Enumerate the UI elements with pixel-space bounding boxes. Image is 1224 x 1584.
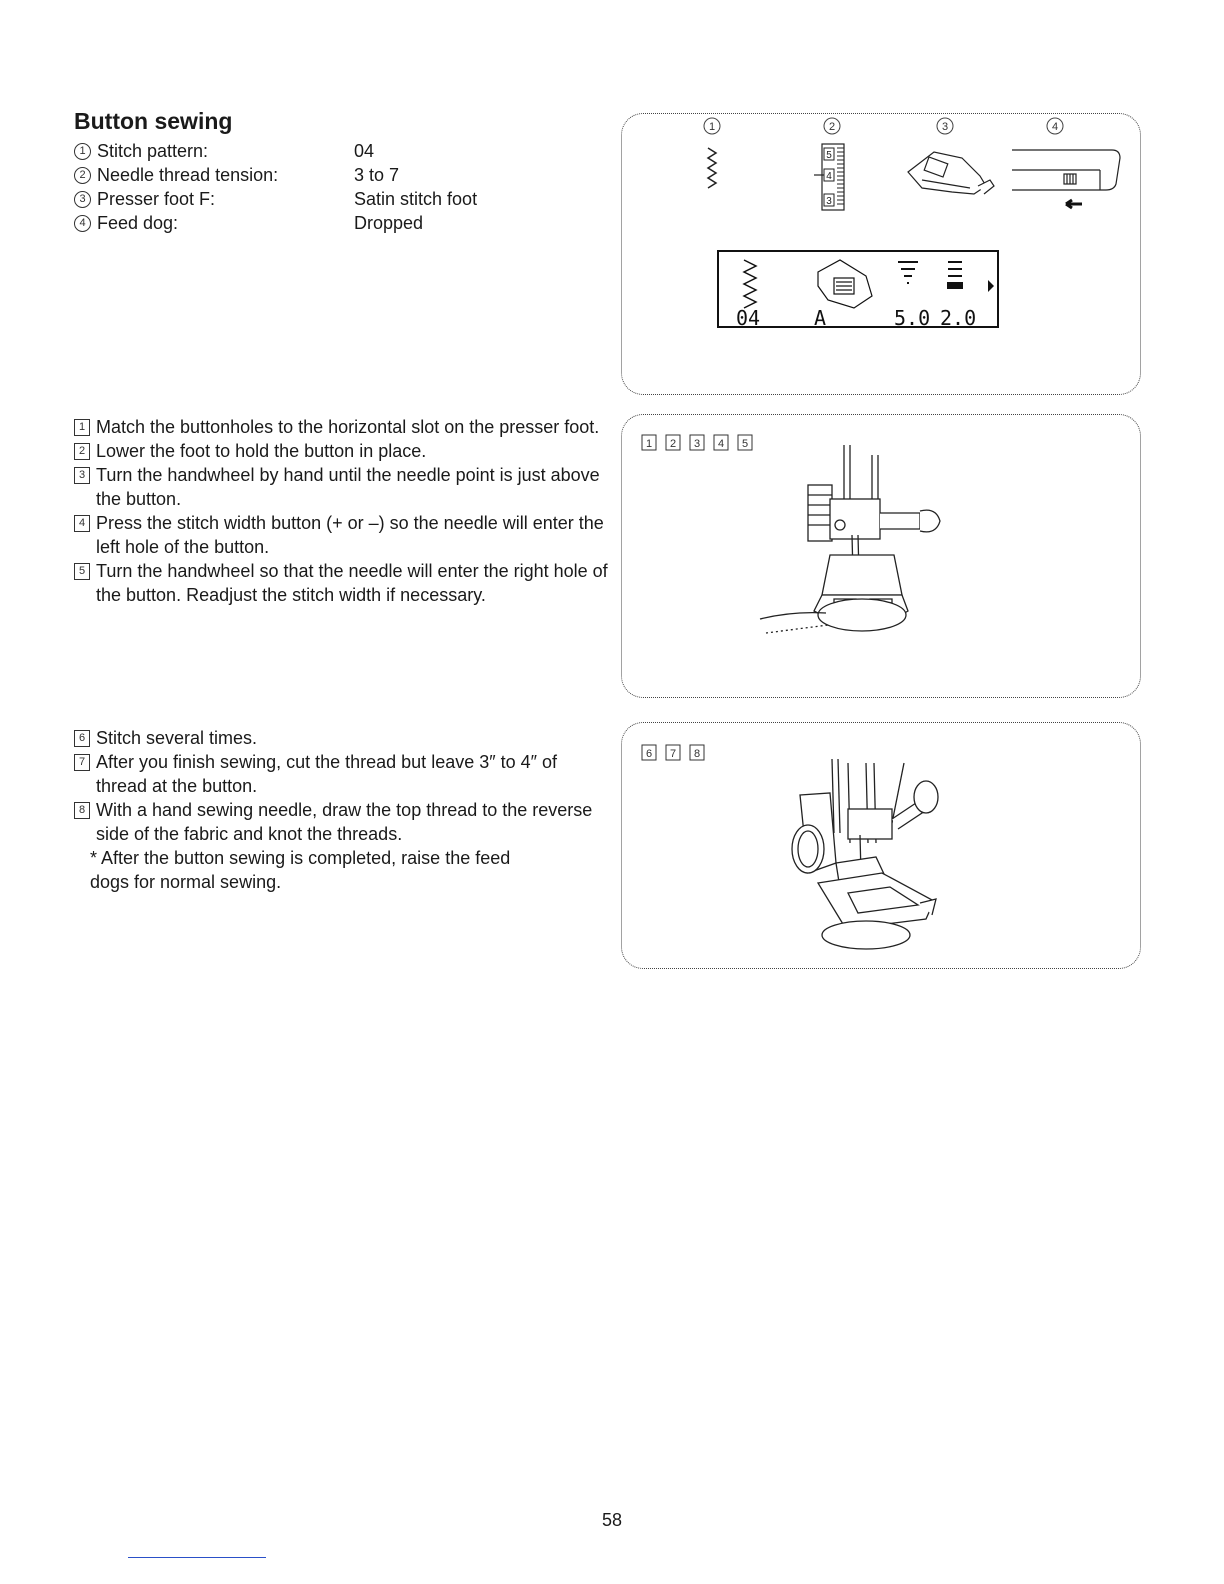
step-text: Stitch several times. xyxy=(96,728,258,748)
step-marker: 3 xyxy=(74,191,91,208)
step-item xyxy=(74,511,614,559)
zigzag-stitch-icon xyxy=(708,148,716,188)
step-marker: 7 xyxy=(74,754,90,771)
marker: 1 xyxy=(645,438,653,450)
setting-row xyxy=(74,139,477,163)
marker-4: 4 xyxy=(1051,121,1059,133)
step-item xyxy=(74,439,614,463)
lcd-length: 2.0 xyxy=(940,306,977,330)
step-marker: 2 xyxy=(74,443,90,460)
panel3-markers xyxy=(642,745,704,760)
step-item xyxy=(74,415,614,439)
marker-1: 1 xyxy=(708,121,716,133)
step-marker: 4 xyxy=(74,215,91,232)
setting-value: 3 to 7 xyxy=(354,165,400,185)
step-text: Turn the handwheel by hand until the needle point is just above the button. xyxy=(96,465,600,509)
marker: 3 xyxy=(693,438,701,450)
step-item xyxy=(74,463,614,511)
presser-foot-front-illustration xyxy=(760,445,940,633)
step-item xyxy=(74,798,594,846)
dial-number: 3 xyxy=(826,196,832,207)
steps-section-2 xyxy=(74,726,594,894)
lcd-pattern: 04 xyxy=(736,306,761,330)
marker-2: 2 xyxy=(828,121,836,133)
page-title: Button sewing xyxy=(74,108,233,134)
setting-row xyxy=(74,187,477,211)
marker: 6 xyxy=(645,748,653,760)
setting-value: Dropped xyxy=(354,213,424,233)
steps-6-8-illustration-panel xyxy=(621,722,1141,969)
panel1-markers xyxy=(704,118,1063,134)
step-text: Press the stitch width button (+ or –) so the needle will enter the left hole of the button. xyxy=(96,513,604,557)
step-text: With a hand sewing needle, draw the top thread to the reverse side of the fabric and knot the threads. xyxy=(96,800,593,844)
note-text: * After the button sewing is completed, raise the feed dogs for normal sewing. xyxy=(90,848,511,892)
dial-number: 5 xyxy=(826,150,832,161)
settings-list xyxy=(74,139,477,235)
step-text: Lower the foot to hold the button in place. xyxy=(96,441,427,461)
marker: 2 xyxy=(669,438,677,450)
dial-number: 4 xyxy=(826,171,832,182)
setting-row xyxy=(74,211,477,235)
marker: 4 xyxy=(717,438,725,450)
step-marker: 2 xyxy=(74,167,91,184)
lcd-foot: A xyxy=(814,306,827,330)
presser-foot-angled-illustration xyxy=(792,759,938,949)
marker-3: 3 xyxy=(941,121,949,133)
footer-underline xyxy=(128,1557,266,1558)
setting-label: Feed dog: xyxy=(97,213,179,233)
lcd-display xyxy=(718,251,998,330)
step-text: After you finish sewing, cut the thread but leave 3″ to 4″ of thread at the button. xyxy=(96,752,558,796)
marker: 7 xyxy=(669,748,677,760)
step-marker: 3 xyxy=(74,467,90,484)
steps-1-5-illustration-panel xyxy=(621,414,1141,698)
feed-dog-lever-icon xyxy=(1012,150,1120,190)
step-marker: 1 xyxy=(74,143,91,160)
setting-label: Needle thread tension: xyxy=(97,165,279,185)
setting-value: 04 xyxy=(354,141,375,161)
presser-foot-icon xyxy=(908,152,994,194)
arrow-left-icon xyxy=(1066,200,1082,208)
page-number: 58 xyxy=(601,1510,623,1530)
step-marker: 5 xyxy=(74,563,90,580)
lcd-width: 5.0 xyxy=(894,306,931,330)
marker: 8 xyxy=(693,748,701,760)
setting-row xyxy=(74,163,477,187)
tension-dial-icon xyxy=(814,144,844,210)
step-marker: 8 xyxy=(74,802,90,819)
step-marker: 4 xyxy=(74,515,90,532)
step-marker: 6 xyxy=(74,730,90,747)
marker: 5 xyxy=(741,438,749,450)
setting-label: Stitch pattern: xyxy=(97,141,209,161)
step-marker: 1 xyxy=(74,419,90,436)
panel2-markers xyxy=(642,435,752,450)
step-text: Match the buttonholes to the horizontal slot on the presser foot. xyxy=(96,417,600,437)
steps-section-1 xyxy=(74,415,614,607)
setting-label: Presser foot F: xyxy=(97,189,216,209)
settings-illustration-panel xyxy=(621,113,1141,395)
step-item xyxy=(74,559,614,607)
step-text: Turn the handwheel so that the needle will enter the right hole of the button. Readjust the stitch width if necessary. xyxy=(96,561,608,605)
setting-value: Satin stitch foot xyxy=(354,189,478,209)
step-item xyxy=(74,726,594,750)
step-item xyxy=(74,750,594,798)
